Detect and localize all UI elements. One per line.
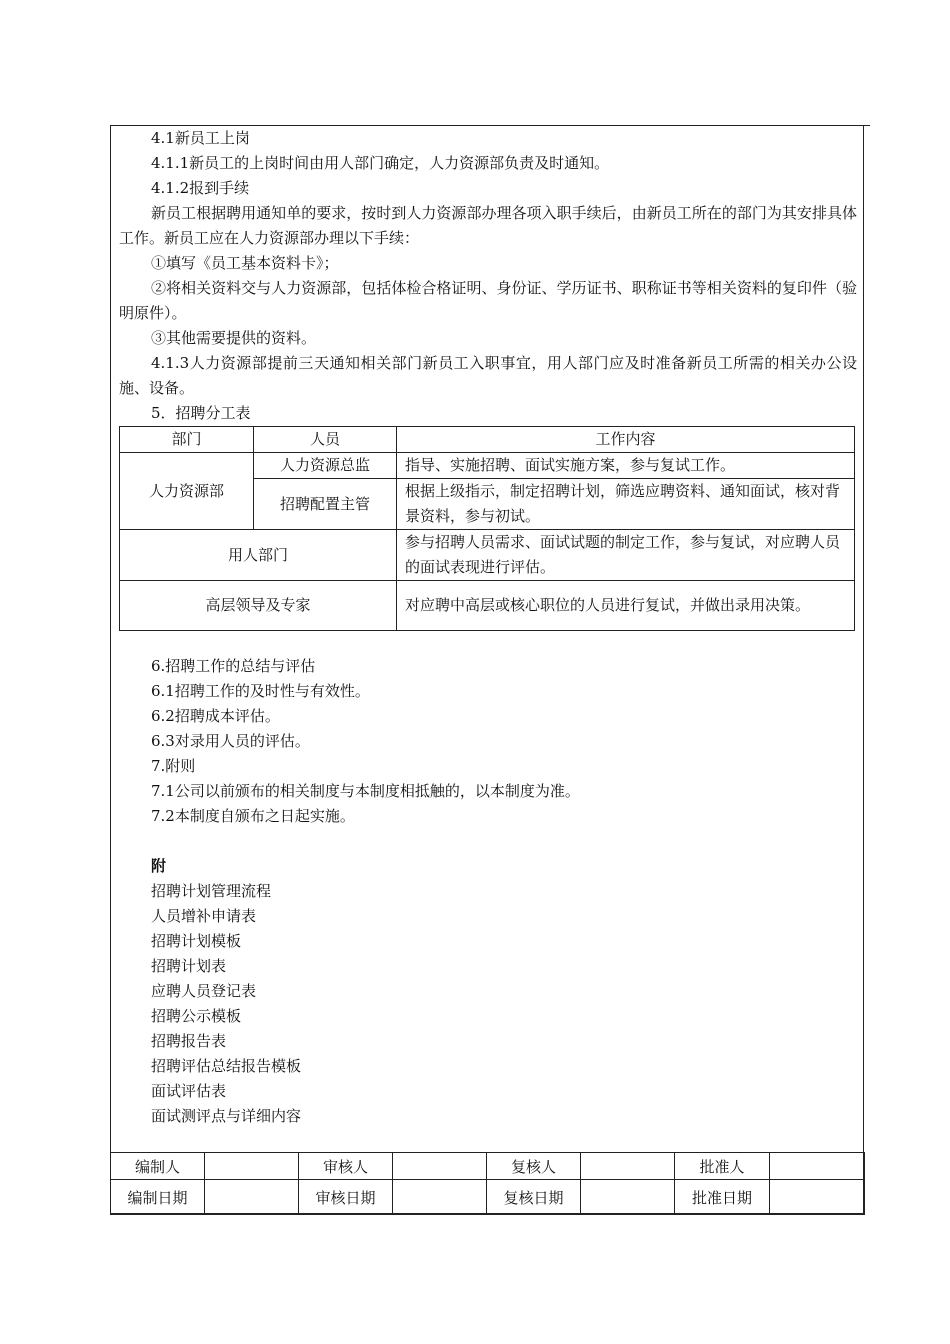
- dept-executives: 高层领导及专家: [120, 581, 397, 631]
- section-6-3: 6.3对录用人员的评估。: [151, 732, 310, 750]
- section-7-title: 7.附则: [151, 757, 196, 775]
- onboarding-item-2: ②将相关资料交与人力资源部，包括体检合格证明、身份证、学历证书、职称证书等相关资料的复印件（验明原件）。: [119, 279, 857, 322]
- content-hr-director: 指导、实施招聘、面试实施方案，参与复试工作。: [397, 453, 855, 479]
- approve-date-field[interactable]: [770, 1180, 865, 1215]
- reviewer-field[interactable]: [393, 1153, 487, 1180]
- person-recruit-manager: 招聘配置主管: [254, 479, 397, 530]
- section-4-1-title: 4.1新员工上岗: [151, 129, 250, 147]
- recruitment-assignment-table: [119, 426, 855, 631]
- signoff-table: [110, 1152, 865, 1215]
- onboarding-item-1: ①填写《员工基本资料卡》；: [151, 254, 339, 272]
- label-compiler: 编制人: [111, 1153, 205, 1180]
- appendix-item: 招聘报告表: [151, 1032, 227, 1050]
- document-body: [119, 126, 857, 1129]
- document-frame: [110, 125, 864, 1214]
- content-hiring: 参与招聘人员需求、面试试题的制定工作，参与复试，对应聘人员的面试表现进行评估。: [397, 530, 855, 581]
- label-approve-date: 批准日期: [675, 1180, 770, 1215]
- header-content: 工作内容: [397, 427, 855, 453]
- appendix-item: 招聘公示模板: [151, 1007, 242, 1025]
- onboarding-item-3: ③其他需要提供的资料。: [151, 329, 317, 347]
- section-7-1: 7.1公司以前颁布的相关制度与本制度相抵触的，以本制度为准。: [151, 782, 580, 800]
- onboarding-intro: 新员工根据聘用通知单的要求，按时到人力资源部办理各项入职手续后，由新员工所在的部门为其安排具体工作。新员工应在人力资源部办理以下手续：: [119, 204, 857, 247]
- table-header-row: [120, 427, 855, 453]
- content-recruit-manager: 根据上级指示，制定招聘计划，筛选应聘资料、通知面试，核对背景资料，参与初试。: [397, 479, 855, 530]
- compiler-field[interactable]: [205, 1153, 299, 1180]
- table-row: [120, 453, 855, 479]
- table-row: [120, 530, 855, 581]
- compile-date-field[interactable]: [205, 1180, 299, 1215]
- section-6-1: 6.1招聘工作的及时性与有效性。: [151, 682, 370, 700]
- person-hr-director: 人力资源总监: [254, 453, 397, 479]
- header-person: 人员: [254, 427, 397, 453]
- label-reviewer: 审核人: [299, 1153, 393, 1180]
- label-checker: 复核人: [487, 1153, 581, 1180]
- appendix-item: 面试评估表: [151, 1082, 227, 1100]
- header-dept: 部门: [120, 427, 254, 453]
- appendix-item: 人员增补申请表: [151, 907, 257, 925]
- label-check-date: 复核日期: [487, 1180, 581, 1215]
- label-compile-date: 编制日期: [111, 1180, 205, 1215]
- signoff-row-dates: [111, 1180, 865, 1215]
- section-6-title: 6.招聘工作的总结与评估: [151, 657, 316, 675]
- appendix-item: 招聘计划模板: [151, 932, 242, 950]
- section-5-title: 5．招聘分工表: [151, 404, 251, 422]
- section-6-2: 6.2招聘成本评估。: [151, 707, 280, 725]
- signoff-row-names: [111, 1153, 865, 1180]
- label-review-date: 审核日期: [299, 1180, 393, 1215]
- content-executives: 对应聘中高层或核心职位的人员进行复试，并做出录用决策。: [397, 581, 855, 631]
- section-7-2: 7.2本制度自颁布之日起实施。: [151, 807, 355, 825]
- appendix-item: 面试测评点与详细内容: [151, 1107, 302, 1125]
- label-approver: 批准人: [675, 1153, 770, 1180]
- section-4-1-3: 4.1.3人力资源部提前三天通知相关部门新员工入职事宜，用人部门应及时准备新员工所需的相关办公设施、设备。: [119, 354, 857, 397]
- review-date-field[interactable]: [393, 1180, 487, 1215]
- dept-hr: 人力资源部: [120, 453, 254, 530]
- appendix-item: 应聘人员登记表: [151, 982, 257, 1000]
- appendix-item: 招聘计划管理流程: [151, 882, 272, 900]
- table-row: [120, 581, 855, 631]
- check-date-field[interactable]: [581, 1180, 675, 1215]
- dept-hiring: 用人部门: [120, 530, 397, 581]
- section-4-1-1: 4.1.1新员工的上岗时间由用人部门确定，人力资源部负责及时通知。: [151, 154, 610, 172]
- appendix-item: 招聘评估总结报告模板: [151, 1057, 302, 1075]
- appendix-title: 附: [151, 857, 167, 875]
- approver-field[interactable]: [770, 1153, 865, 1180]
- appendix-item: 招聘计划表: [151, 957, 227, 975]
- checker-field[interactable]: [581, 1153, 675, 1180]
- section-4-1-2: 4.1.2报到手续: [151, 179, 250, 197]
- frame-corner-tick: [864, 125, 870, 126]
